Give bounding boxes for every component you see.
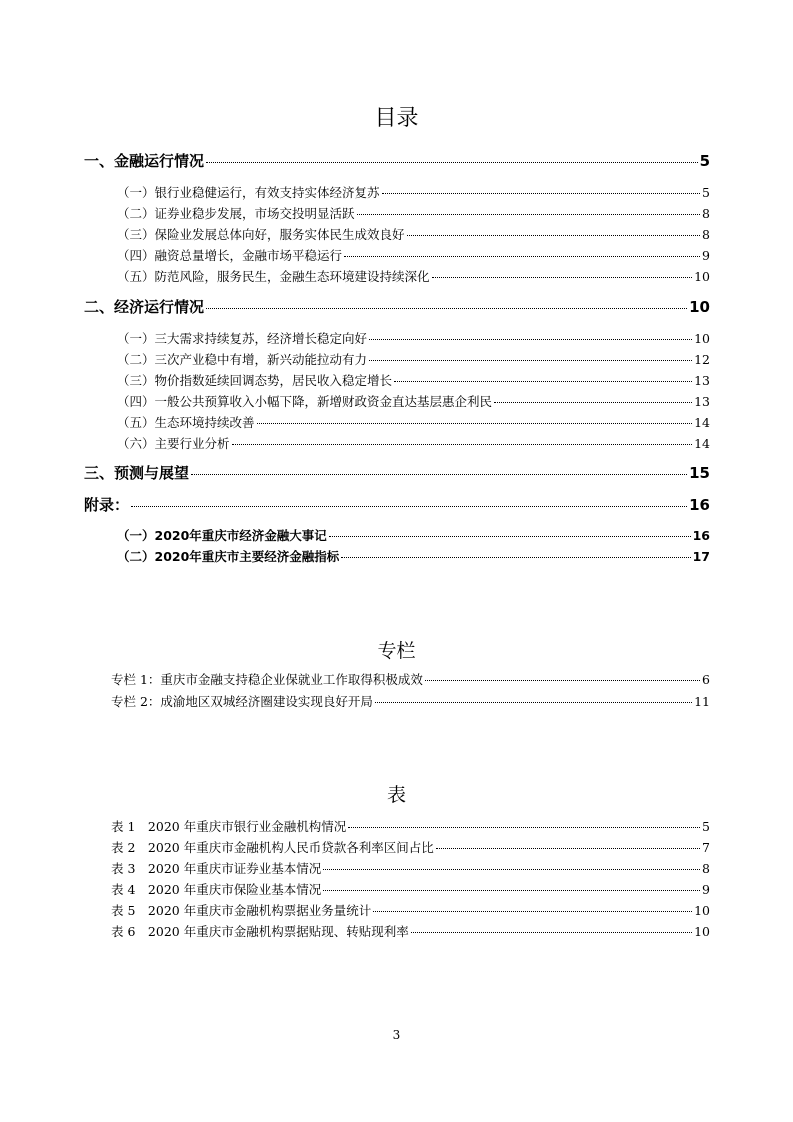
dot-leader [407,234,701,236]
dot-leader [323,868,700,870]
toc-title: 目录 [374,106,419,131]
toc-entry-page: 12 [694,352,710,367]
dot-leader [373,910,692,912]
dot-leader [206,307,687,309]
toc-entry-label: （二）证券业稳步发展，市场交投明显活跃 [117,206,355,221]
column-entry-page: 11 [694,694,710,709]
table-entry-3[interactable] [111,859,710,877]
toc-entry-1-5[interactable] [117,267,710,285]
dot-leader [369,359,692,361]
toc-entry-page: 10 [689,298,710,316]
dot-leader [206,161,698,163]
toc-entry-page: 14 [694,436,710,451]
dot-leader [369,338,692,340]
toc-entry-label: （四）融资总量增长，金融市场平稳运行 [117,248,343,263]
toc-entry-page: 15 [689,464,710,482]
dot-leader [382,192,701,194]
toc-entry-label: 二、经济运行情况 [84,298,205,316]
toc-entry-1-4[interactable] [117,246,710,264]
toc-entry-2-5[interactable] [117,413,710,431]
toc-entry-page: 14 [694,415,710,430]
toc-entry-label: （三）保险业发展总体向好，服务实体民生成效良好 [117,227,405,242]
table-entry-label: 表 2 2020 年重庆市金融机构人民币贷款各利率区间占比 [111,840,434,855]
table-entry-4[interactable] [111,880,710,898]
toc-entry-page: 13 [694,394,710,409]
toc-entry-1-1[interactable] [117,183,710,201]
toc-entry-appendix-2[interactable] [117,547,710,565]
dot-leader [329,535,691,537]
dot-leader [375,701,692,703]
toc-entry-label: （三）物价指数延续回调态势，居民收入稳定增长 [117,373,393,388]
toc-entry-2-4[interactable] [117,392,710,410]
table-entry-page: 10 [694,924,710,939]
toc-entry-page: 10 [694,269,710,284]
dot-leader [348,826,700,828]
table-entry-label: 表 5 2020 年重庆市金融机构票据业务量统计 [111,903,372,918]
dot-leader [494,401,692,403]
column-entry-1[interactable] [111,670,710,688]
toc-entry-label: （一）三大需求持续复苏，经济增长稳定向好 [117,331,368,346]
toc-entry-section-3[interactable] [84,462,710,483]
dot-leader [436,847,700,849]
toc-entry-label: （二）2020年重庆市主要经济金融指标 [117,549,340,564]
toc-entry-2-3[interactable] [117,371,710,389]
dot-leader [344,255,700,257]
toc-entry-label: （一）2020年重庆市经济金融大事记 [117,528,327,543]
table-entry-page: 7 [702,840,710,855]
column-entry-page: 6 [702,672,710,687]
toc-entry-1-3[interactable] [117,225,710,243]
table-entry-page: 5 [702,819,710,834]
table-entry-label: 表 3 2020 年重庆市证券业基本情况 [111,861,322,876]
toc-entry-label: （六）主要行业分析 [117,436,230,451]
toc-entry-page: 16 [689,496,710,514]
table-entry-page: 9 [702,882,710,897]
toc-entry-label: 一、金融运行情况 [84,152,205,170]
tables-title: 表 [386,784,406,806]
toc-entry-label: 三、预测与展望 [84,464,190,482]
toc-entry-appendix[interactable] [84,494,710,515]
toc-entry-page: 16 [692,528,710,543]
toc-entry-section-2[interactable] [84,296,710,317]
toc-entry-label: （五）生态环境持续改善 [117,415,255,430]
table-entry-1[interactable] [111,817,710,835]
dot-leader [191,473,687,475]
dot-leader [357,213,701,215]
toc-entry-page: 10 [694,331,710,346]
dot-leader [341,556,690,558]
dot-leader [411,931,692,933]
table-entry-label: 表 4 2020 年重庆市保险业基本情况 [111,882,322,897]
table-entry-label: 表 6 2020 年重庆市金融机构票据贴现、转贴现利率 [111,924,409,939]
column-entry-label: 专栏 2：成渝地区双城经济圈建设实现良好开局 [111,694,373,709]
columns-title: 专栏 [377,640,416,662]
toc-entry-label: （五）防范风险，服务民生，金融生态环境建设持续深化 [117,269,430,284]
column-entry-label: 专栏 1：重庆市金融支持稳企业保就业工作取得积极成效 [111,672,423,687]
table-entry-2[interactable] [111,838,710,856]
toc-entry-page: 9 [702,248,710,263]
toc-entry-1-2[interactable] [117,204,710,222]
toc-entry-label: 附录： [84,496,130,514]
dot-leader [131,505,687,507]
table-entry-label: 表 1 2020 年重庆市银行业金融机构情况 [111,819,347,834]
toc-entry-section-1[interactable] [84,150,710,171]
table-entry-page: 8 [702,861,710,876]
dot-leader [425,679,700,681]
toc-entry-2-6[interactable] [117,434,710,452]
page-number: 3 [392,1028,401,1042]
toc-entry-label: （四）一般公共预算收入小幅下降，新增财政资金直达基层惠企利民 [117,394,493,409]
toc-entry-page: 8 [702,206,710,221]
dot-leader [257,422,693,424]
toc-entry-2-1[interactable] [117,329,710,347]
toc-entry-label: （一）银行业稳健运行，有效支持实体经济复苏 [117,185,380,200]
dot-leader [232,443,693,445]
toc-entry-page: 13 [694,373,710,388]
dot-leader [394,380,692,382]
toc-entry-appendix-1[interactable] [117,526,710,544]
toc-entry-label: （二）三次产业稳中有增，新兴动能拉动有力 [117,352,368,367]
table-entry-6[interactable] [111,922,710,940]
column-entry-2[interactable] [111,692,710,710]
dot-leader [432,276,693,278]
dot-leader [323,889,700,891]
toc-entry-page: 5 [699,152,710,170]
toc-entry-page: 5 [702,185,710,200]
toc-entry-page: 8 [702,227,710,242]
toc-entry-page: 17 [692,549,710,564]
table-entry-5[interactable] [111,901,710,919]
table-entry-page: 10 [694,903,710,918]
toc-entry-2-2[interactable] [117,350,710,368]
